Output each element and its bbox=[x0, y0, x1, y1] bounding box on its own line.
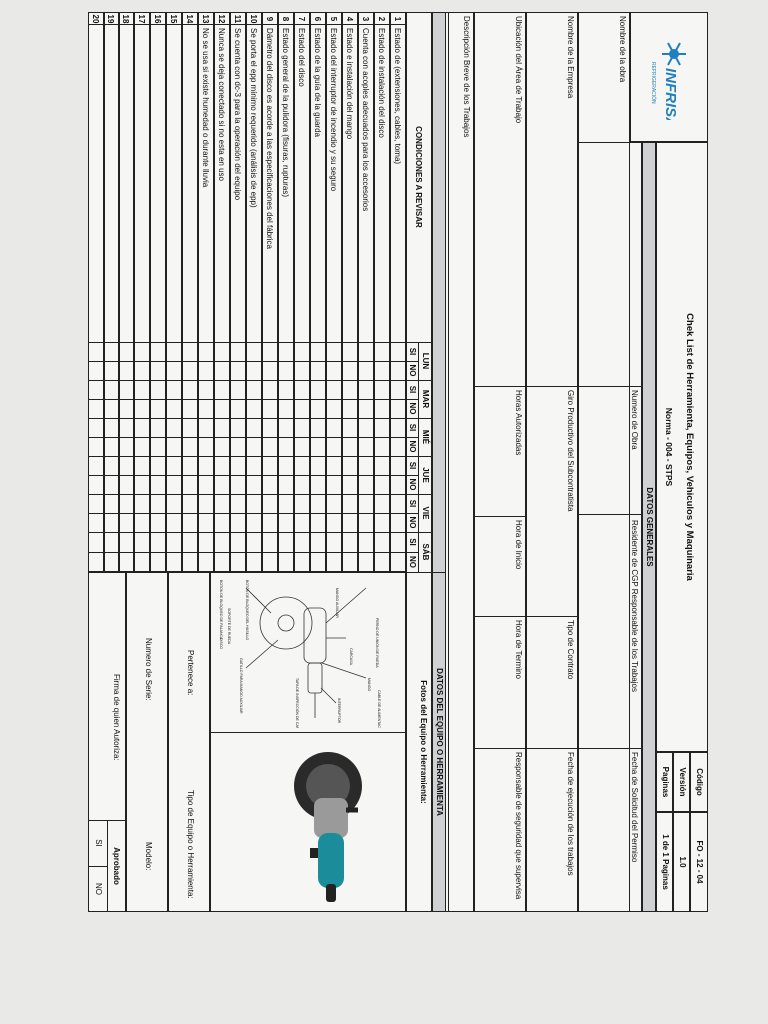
si-label: SI bbox=[408, 385, 417, 394]
nombre-empresa-label: Nombre de la Empresa bbox=[566, 16, 575, 99]
svg-text:CABLE DE ALIMENTACIÓN: CABLE DE ALIMENTACIÓN bbox=[377, 690, 381, 728]
row-number: 3 bbox=[361, 16, 370, 22]
svg-text:BOTÓN DE BLOQUEO DEL HUSILLO: BOTÓN DE BLOQUEO DEL HUSILLO bbox=[245, 580, 249, 641]
svg-text:SOPORTE DE RUEDA: SOPORTE DE RUEDA bbox=[227, 608, 231, 645]
no-label: NO bbox=[408, 364, 417, 377]
horas-autorizadas-label: Horas Autorizadas bbox=[514, 390, 523, 456]
svg-text:INTERRUPTOR: INTERRUPTOR bbox=[337, 698, 341, 724]
datos-equipo-title: DATOS DEL EQUIPO O HERRAMIENTA bbox=[435, 668, 444, 816]
svg-text:GATILLO PARA MANGO AUXILIAR: GATILLO PARA MANGO AUXILIAR bbox=[239, 658, 243, 714]
table-row bbox=[310, 12, 326, 572]
pertenece-label: Pertenece a: bbox=[186, 650, 195, 696]
grinder-photo bbox=[214, 738, 398, 906]
si-label: SI bbox=[408, 538, 417, 546]
table-row bbox=[150, 12, 166, 572]
tipo-contrato-label: Tipo de Contrato bbox=[566, 620, 575, 680]
aprobado-label: Aprobado bbox=[112, 847, 121, 885]
svg-text:DISCO: DISCO bbox=[219, 638, 223, 650]
ubicacion-label: Ubicación del Área de Trabajo bbox=[514, 16, 523, 124]
divider bbox=[474, 386, 526, 387]
row-number: 11 bbox=[233, 14, 242, 24]
checklist-sheet bbox=[88, 12, 708, 912]
datos-generales-title: DATOS GENERALES bbox=[645, 487, 654, 567]
divider bbox=[526, 386, 578, 387]
table-row bbox=[214, 12, 230, 572]
day-thu: JUE bbox=[421, 467, 430, 483]
row-text: Estado del disco bbox=[297, 28, 306, 87]
table-row bbox=[358, 12, 374, 572]
si-label: SI bbox=[408, 347, 417, 356]
document-title: Chek List de Herramienta, Equipos, Vehiculos y Maquinaria bbox=[684, 313, 695, 581]
grid-line bbox=[88, 418, 432, 419]
numero-serie-label: Numero de Serie: bbox=[144, 638, 153, 701]
row-number: 9 bbox=[265, 16, 274, 22]
fecha-ejecucion-label: Fecha de ejecución de los trabajos bbox=[566, 752, 575, 876]
company-logo bbox=[642, 40, 696, 120]
row-number: 6 bbox=[313, 16, 322, 22]
codigo-value: FO - 12 - 04 bbox=[695, 840, 704, 884]
grid-line bbox=[88, 437, 419, 438]
table-row bbox=[262, 12, 278, 572]
grid-line bbox=[88, 513, 419, 514]
nombre-obra-label: Nombre de la obra bbox=[618, 16, 627, 83]
divider bbox=[578, 748, 642, 749]
grid-line bbox=[88, 552, 419, 553]
aprobado-no: NO bbox=[94, 883, 103, 895]
hora-inicio-label: Hora de Inicio bbox=[514, 520, 523, 570]
table-row bbox=[182, 12, 198, 572]
row-text: Nunca se deja conectado si no esta en uso bbox=[217, 28, 226, 181]
modelo-label: Modelo: bbox=[144, 842, 153, 871]
table-row bbox=[119, 12, 134, 572]
table-row bbox=[104, 12, 119, 572]
table-row bbox=[198, 12, 214, 572]
descripcion-label: Descripción Breve de los Trabajos bbox=[462, 16, 471, 138]
no-label: NO bbox=[408, 440, 417, 453]
residente-label: Residente de CGP Responsable de los Trabajos bbox=[630, 520, 639, 692]
no-label: NO bbox=[408, 478, 417, 491]
table-row bbox=[294, 12, 310, 572]
table-row bbox=[374, 12, 390, 572]
grid-line bbox=[88, 532, 432, 533]
grid-line bbox=[88, 456, 432, 457]
row-number: 5 bbox=[329, 16, 338, 22]
firma-label: Firma de quien Autoriza: bbox=[112, 674, 121, 761]
table-row bbox=[278, 12, 294, 572]
row-number: 14 bbox=[185, 14, 194, 24]
grid-line bbox=[88, 494, 432, 495]
no-label: NO bbox=[408, 516, 417, 529]
table-row bbox=[342, 12, 358, 572]
row-text: No se usa si existe humedad o durante lluvia bbox=[201, 28, 210, 188]
svg-text:REFRIGERACIÓN: REFRIGERACIÓN bbox=[650, 62, 656, 104]
divider bbox=[88, 24, 406, 25]
row-number: 19 bbox=[106, 14, 115, 24]
row-text: Estado e instalación del mango bbox=[345, 28, 354, 140]
row-number: 8 bbox=[281, 16, 290, 22]
giro-label: Giro Productivo del Subcontratista bbox=[566, 390, 575, 512]
table-row bbox=[134, 12, 150, 572]
row-number: 16 bbox=[153, 14, 162, 24]
grinder-diagram bbox=[212, 578, 396, 728]
row-number: 12 bbox=[217, 14, 226, 24]
row-text: Dámetro del disco es acorde a las especificaciones del fábrica bbox=[265, 28, 274, 250]
day-wed: MIÉ bbox=[421, 429, 430, 445]
svg-text:TAPA DE INSPECCIÓN DE CARBONES: TAPA DE INSPECCIÓN DE CARBONES bbox=[295, 678, 299, 728]
grid-line bbox=[88, 361, 419, 362]
divider bbox=[474, 616, 526, 617]
row-text: Se porta el epp mínimo requerido (análisis de epp) bbox=[249, 28, 258, 208]
tipo-equipo-label: Tipo de Equipo o Herramienta: bbox=[186, 790, 195, 899]
condiciones-heading: CONDICIONES A REVISAR bbox=[414, 126, 423, 228]
row-number: 15 bbox=[169, 14, 178, 24]
divider bbox=[210, 732, 406, 733]
row-number: 10 bbox=[249, 14, 258, 24]
day-mon: LUN bbox=[421, 352, 430, 370]
grid-line bbox=[88, 475, 419, 476]
divider bbox=[526, 748, 578, 749]
divider bbox=[474, 516, 526, 517]
si-label: SI bbox=[408, 499, 417, 508]
row-number: 13 bbox=[201, 14, 210, 24]
day-sat: SÁB bbox=[421, 543, 430, 561]
row-number: 20 bbox=[91, 14, 100, 24]
divider bbox=[578, 386, 642, 387]
divider bbox=[526, 616, 578, 617]
row-descripcion bbox=[448, 12, 474, 912]
svg-text:INFRISA: INFRISA bbox=[662, 68, 679, 120]
version-label: Versión bbox=[678, 767, 687, 797]
svg-text:BOTON DE BLOQUEO DE PALANCA: BOTON DE BLOQUEO DE PALANCA bbox=[219, 580, 223, 640]
row-text: Se cuenta con dc-3 para la operación del equipo bbox=[233, 28, 242, 201]
norma-label: Norma - 004 - STPS bbox=[664, 407, 674, 487]
row-number: 4 bbox=[345, 16, 354, 22]
grid-line bbox=[88, 380, 432, 381]
fotos-label: Fotos del Equipo o Herramienta: bbox=[419, 680, 428, 804]
paginas-label: Paginas bbox=[661, 766, 670, 798]
svg-text:CARCASA: CARCASA bbox=[349, 648, 353, 665]
row-number: 2 bbox=[377, 16, 386, 22]
row-text: Estado de (extensiones, cables, toma) bbox=[393, 28, 402, 165]
row-number: 18 bbox=[121, 14, 130, 24]
table-row bbox=[326, 12, 342, 572]
responsable-label: Responsable de seguridad que supervisa bbox=[514, 752, 523, 900]
no-label: NO bbox=[408, 402, 417, 415]
si-label: SI bbox=[408, 461, 417, 470]
si-label: SI bbox=[408, 423, 417, 432]
table-row bbox=[230, 12, 246, 572]
fecha-solicitud-label: Fecha de Solicitud del Permiso bbox=[630, 752, 639, 863]
row-text: Estado de la guía de la guarda bbox=[313, 28, 322, 137]
row-number: 17 bbox=[137, 14, 146, 24]
row-text: Estado del interruptor de incendio y su seguro bbox=[329, 28, 338, 192]
aprobado-si: SI bbox=[94, 839, 103, 847]
version-value: 1.0 bbox=[678, 856, 687, 868]
numero-obra-label: Numero de Obra bbox=[630, 390, 639, 450]
table-row bbox=[88, 12, 104, 572]
row-text: Cuenta con acoples adecuados para los accesorios bbox=[361, 28, 370, 212]
table-row bbox=[246, 12, 262, 572]
row-number: 7 bbox=[297, 16, 306, 22]
row-text: Estado de instalación del disco bbox=[377, 28, 386, 138]
divider bbox=[474, 748, 526, 749]
divider bbox=[418, 342, 419, 572]
grid-line bbox=[88, 399, 419, 400]
svg-text:MANGO: MANGO bbox=[367, 678, 371, 692]
svg-text:PERNO DE UNIÓN DE RUEDA: PERNO DE UNIÓN DE RUEDA bbox=[375, 618, 379, 668]
table-row bbox=[166, 12, 182, 572]
svg-text:MANGO AUXILIAR: MANGO AUXILIAR bbox=[335, 588, 339, 618]
day-fri: VIE bbox=[421, 506, 430, 520]
row-text: Estado general de la pulidora (fisuras, rupturas) bbox=[281, 28, 290, 197]
paginas-value: 1 de 1 Paginas bbox=[661, 834, 670, 890]
hora-termino-label: Hora de Termino bbox=[514, 620, 523, 679]
table-row bbox=[390, 12, 406, 572]
day-tue: MAR bbox=[421, 389, 430, 409]
no-label: NO bbox=[408, 556, 417, 568]
row-number: 1 bbox=[393, 16, 402, 22]
divider bbox=[578, 514, 642, 515]
codigo-label: Código bbox=[695, 768, 704, 796]
